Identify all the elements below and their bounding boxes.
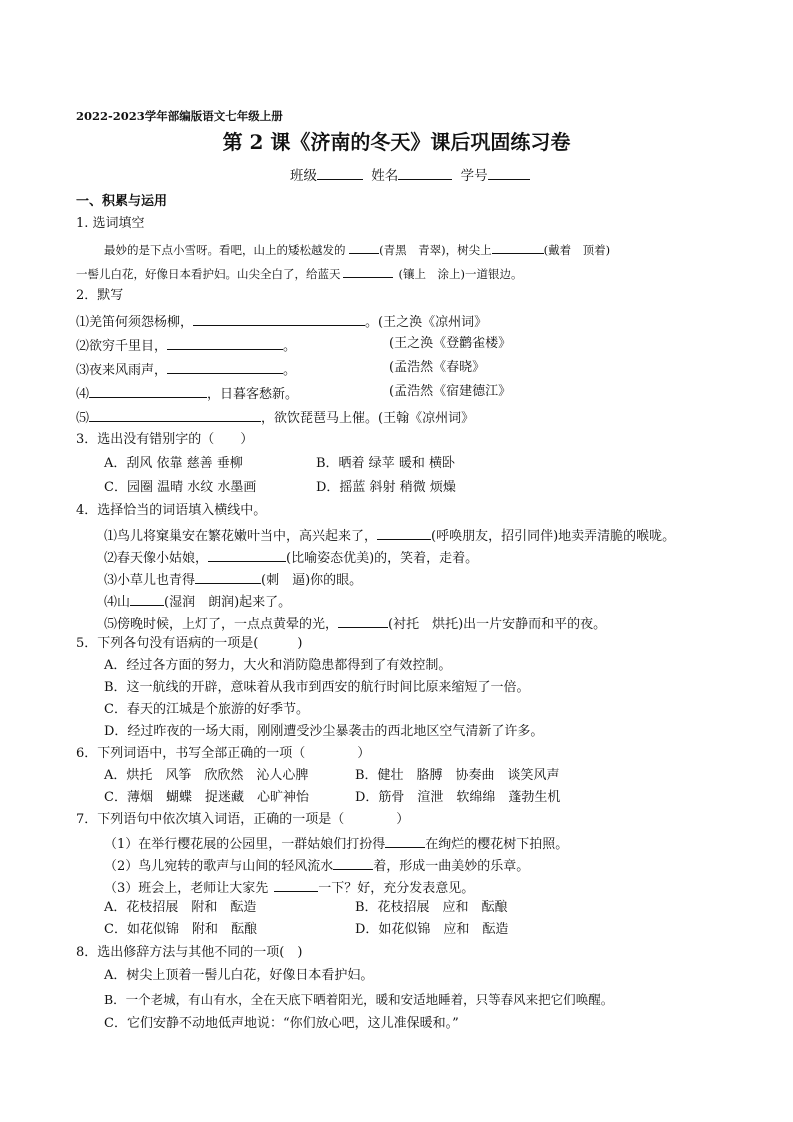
dictation-source: 。(王之涣《凉州词》 xyxy=(365,315,488,330)
choice-text: (戴着 顶着) xyxy=(543,243,611,257)
fill-sentence xyxy=(104,877,474,898)
dictation-item xyxy=(76,407,474,428)
id-label: 学号 xyxy=(460,168,488,184)
sentence-text: 一下？好，充分发表意见。 xyxy=(318,881,475,896)
class-blank[interactable] xyxy=(317,165,363,180)
dictation-text: 。 xyxy=(283,339,297,354)
page-title: 第 2 课《济南的冬天》课后巩固练习卷 xyxy=(222,130,571,154)
id-blank[interactable] xyxy=(488,165,530,180)
choice-text: (镶上 涂上)一道银边。 xyxy=(398,267,523,281)
dictation-text: ，欲饮琵琶马上催。(王翰《凉州词》 xyxy=(261,411,475,426)
dictation-text: ⑶夜来风雨声， xyxy=(76,363,168,378)
dictation-source: (王之涣《登鹳雀楼》 xyxy=(389,336,512,351)
sentence-text: （2）鸟儿宛转的歌声与山间的轻风流水 xyxy=(104,859,334,874)
answer-blank[interactable] xyxy=(89,407,261,422)
dictation-item xyxy=(76,311,487,332)
question-line xyxy=(76,263,522,283)
answer-blank[interactable] xyxy=(377,525,431,540)
sentence-text: ⑸傍晚时候，上灯了，一点点黄晕的光， xyxy=(104,617,339,632)
choice-option[interactable]: D．经过昨夜的一场大雨，刚刚遭受沙尘暴袭击的西北地区空气清新了许多。 xyxy=(104,724,544,739)
dictation-item xyxy=(76,383,298,404)
question-line xyxy=(104,239,610,259)
dictation-item xyxy=(76,359,296,380)
sentence-text: (比喻姿态优美)的，笑着，走着。 xyxy=(286,551,479,566)
question-title: 6．下列词语中，书写全部正确的一项（ ） xyxy=(76,746,371,761)
choice-option[interactable]: A．刮风 依靠 慈善 垂柳 xyxy=(104,456,243,471)
question-title: 4．选择恰当的词语填入横线中。 xyxy=(76,503,267,518)
name-label: 姓名 xyxy=(371,168,399,184)
question-title: 8．选出修辞方法与其他不同的一项( ) xyxy=(76,945,303,960)
dictation-text: ⑴羌笛何须怨杨柳， xyxy=(76,315,194,330)
fill-sentence xyxy=(104,569,362,590)
choice-option[interactable]: C．园圈 温晴 水纹 水墨画 xyxy=(104,480,257,495)
choice-option[interactable]: D．摇蓝 斜射 稍微 烦燥 xyxy=(316,480,456,495)
student-info-row xyxy=(290,165,530,185)
sentence-text: ⑷山 xyxy=(104,595,131,610)
sentence-text: 在绚烂的樱花树下拍照。 xyxy=(425,837,569,852)
fill-sentence xyxy=(104,855,529,876)
sentence-text: (湿润 朗润)起来了。 xyxy=(164,595,292,610)
dictation-text: ，日暮客愁新。 xyxy=(207,387,299,402)
sentence-text: ⑴鸟儿将窠巢安在繁花嫩叶当中，高兴起来了， xyxy=(104,529,378,544)
sentence-text: (衬托 烘托)出一片安静而和平的夜。 xyxy=(388,617,607,632)
answer-blank[interactable] xyxy=(167,335,283,350)
choice-option[interactable]: C．薄烟 蝴蝶 捉迷藏 心旷神怡 xyxy=(104,790,309,805)
worksheet-subtitle: 2022-2023学年部编版语文七年级上册 xyxy=(76,109,283,123)
answer-blank[interactable] xyxy=(333,855,373,870)
answer-blank[interactable] xyxy=(349,239,379,254)
sentence-text: (刺 逼)你的眼。 xyxy=(261,573,363,588)
answer-blank[interactable] xyxy=(385,833,425,848)
answer-blank[interactable] xyxy=(193,311,365,326)
choice-option[interactable]: C．它们安静不动地低声地说：“你们放心吧，这儿准保暖和。” xyxy=(104,1016,459,1031)
name-blank[interactable] xyxy=(398,165,452,180)
choice-option[interactable]: C．春天的江城是个旅游的好季节。 xyxy=(104,702,309,717)
dictation-item xyxy=(76,335,296,356)
fill-sentence xyxy=(104,525,675,546)
answer-blank[interactable] xyxy=(492,239,544,254)
passage-text: 一髻儿白花，好像日本看护妇。山尖全白了，给蓝天 xyxy=(76,267,341,281)
answer-blank[interactable] xyxy=(195,569,261,584)
dictation-text: 。 xyxy=(283,363,297,378)
answer-blank[interactable] xyxy=(89,383,207,398)
choice-option[interactable]: A．经过各方面的努力，大火和消防隐患都得到了有效控制。 xyxy=(104,658,452,673)
answer-blank[interactable] xyxy=(343,263,393,278)
sentence-text: ⑵春天像小姑娘， xyxy=(104,551,209,566)
choice-option[interactable]: A．烘托 风筝 欣欣然 沁人心脾 xyxy=(104,768,309,783)
answer-blank[interactable] xyxy=(338,613,388,628)
choice-option[interactable]: A．花枝招展 附和 酝造 xyxy=(104,900,257,915)
answer-blank[interactable] xyxy=(208,547,286,562)
question-title: 7．下列语句中依次填入词语，正确的一项是（ ） xyxy=(76,812,410,827)
choice-option[interactable]: B．晒着 绿苹 暖和 横卧 xyxy=(316,456,455,471)
answer-blank[interactable] xyxy=(130,591,164,606)
sentence-text: ⑶小草儿也青得 xyxy=(104,573,196,588)
question-title: 1. 选词填空 xyxy=(76,216,145,231)
fill-sentence xyxy=(104,591,291,612)
choice-option[interactable]: D．如花似锦 应和 酝造 xyxy=(355,922,509,937)
sentence-text: （3）班会上，老师让大家先 xyxy=(104,881,269,896)
dictation-text: ⑸ xyxy=(76,411,90,426)
sentence-text: (呼唤朋友，招引同伴)地卖弄清脆的喉咙。 xyxy=(431,529,676,544)
choice-text: (青黑 青翠)，树尖上 xyxy=(379,243,492,257)
section-title: 一、积累与运用 xyxy=(76,194,168,209)
sentence-text: （1）在举行樱花展的公园里，一群姑娘们打扮得 xyxy=(104,837,386,852)
choice-option[interactable]: B．花枝招展 应和 酝酿 xyxy=(355,900,508,915)
answer-blank[interactable] xyxy=(274,877,318,892)
sentence-text: 着，形成一曲美妙的乐章。 xyxy=(373,859,530,874)
question-title: 2．默写 xyxy=(76,288,124,303)
choice-option[interactable]: A．树尖上顶着一髻儿白花，好像日本看护妇。 xyxy=(104,968,374,983)
answer-blank[interactable] xyxy=(167,359,283,374)
dictation-text: ⑵欲穷千里目， xyxy=(76,339,168,354)
class-label: 班级 xyxy=(290,168,317,184)
dictation-source: (孟浩然《春晓》 xyxy=(389,360,486,375)
dictation-text: ⑷ xyxy=(76,387,90,402)
question-title: 5．下列各句没有语病的一项是( ) xyxy=(76,636,303,651)
choice-option[interactable]: D．筋骨 渲泄 软绵绵 蓬勃生机 xyxy=(355,790,561,805)
fill-sentence xyxy=(104,613,606,634)
fill-sentence xyxy=(104,833,568,854)
choice-option[interactable]: B．这一航线的开辟，意味着从我市到西安的航行时间比原来缩短了一倍。 xyxy=(104,680,530,695)
passage-text: 最妙的是下点小雪呀。看吧，山上的矮松越发的 xyxy=(104,243,346,257)
choice-option[interactable]: B．健壮 胳膊 协奏曲 谈笑风声 xyxy=(355,768,560,783)
dictation-source: (孟浩然《宿建德江》 xyxy=(389,384,512,399)
choice-option[interactable]: C．如花似锦 附和 酝酿 xyxy=(104,922,257,937)
fill-sentence xyxy=(104,547,478,568)
choice-option[interactable]: B．一个老城，有山有水，全在天底下晒着阳光，暖和安适地睡着，只等春风来把它们唤醒。 xyxy=(104,992,614,1007)
question-title: 3．选出没有错别字的（ ） xyxy=(76,432,254,447)
